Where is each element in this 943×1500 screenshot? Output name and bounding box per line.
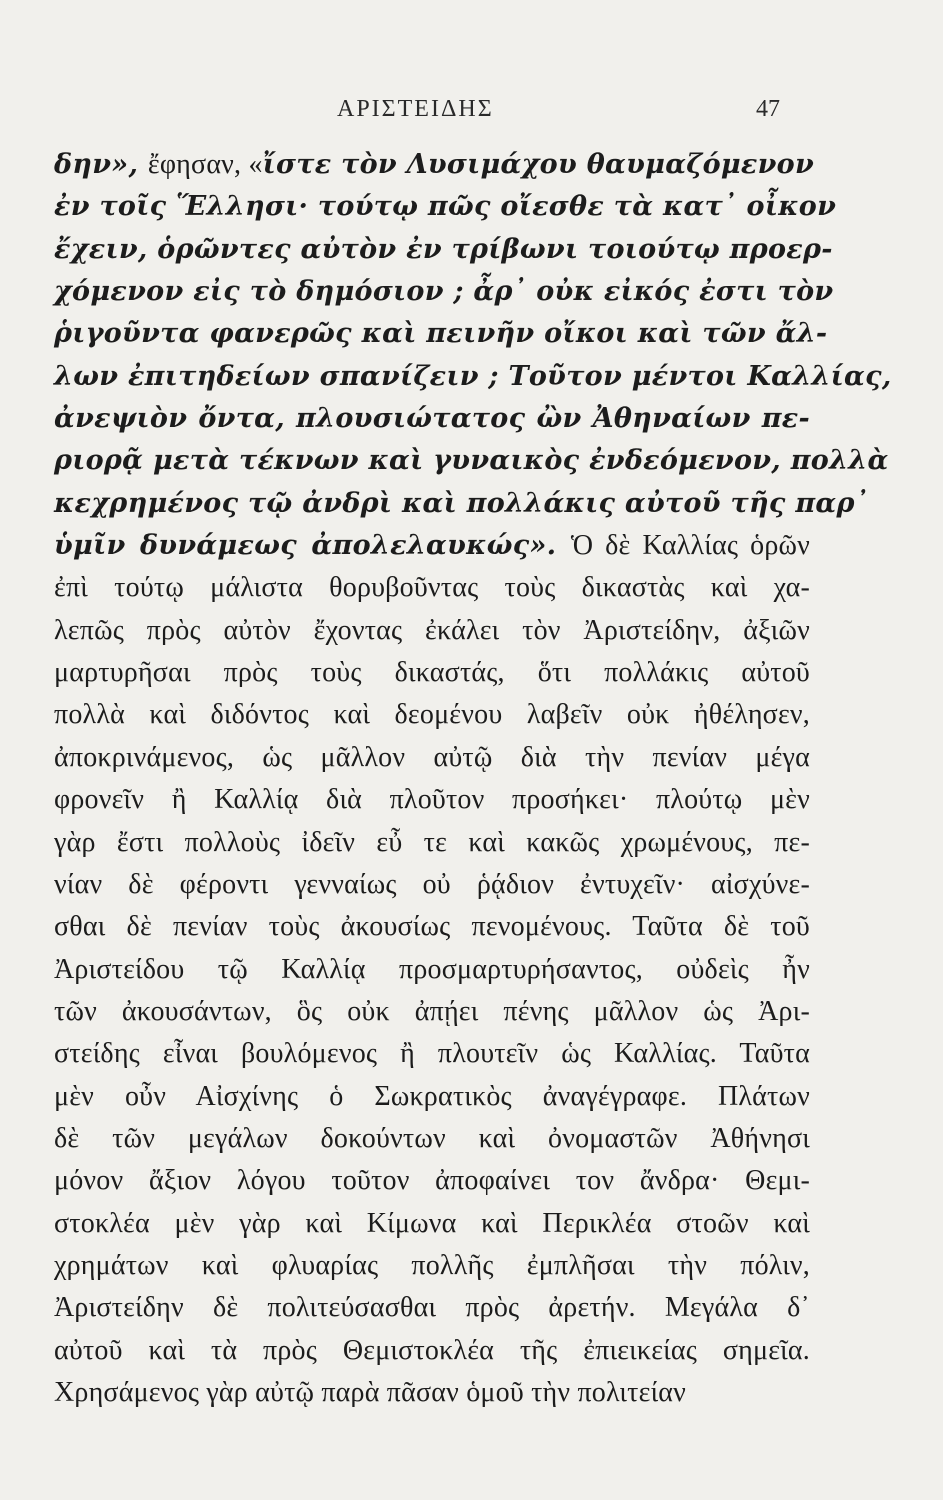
text-line (54, 483, 869, 525)
narrative-text: στείδης εἶναι βουλόμενος ἢ πλουτεῖν ὡς Καλλίας. Ταῦτα (54, 1038, 810, 1070)
text-line (54, 822, 810, 864)
quoted-speech-text: χόμενον εἰς τὸ δημόσιον ; ἆρ᾽ οὐκ εἰκός ἐστι τὸν (54, 276, 834, 308)
text-line (54, 610, 810, 652)
quoted-speech-text: δην», (54, 149, 148, 180)
text-line (54, 398, 810, 440)
quoted-speech-text: ριορᾷ μετὰ τέκνων καὶ γυναικὸς ἐνδεόμενον, πολλὰ (54, 445, 889, 477)
text-line (54, 864, 810, 906)
text-line (54, 991, 810, 1033)
narrative-text: δὲ τῶν μεγάλων δοκούντων καὶ ὀνομαστῶν Ἀθήνησι (54, 1122, 810, 1154)
text-line (54, 567, 810, 609)
text-line (54, 313, 828, 355)
quoted-speech-text: κεχρημένος τῷ ἀνδρὶ καὶ πολλάκις αὐτοῦ τῆς παρ᾽ (54, 487, 869, 519)
quoted-speech-text: ἐν τοῖς Ἕλλησι· τούτῳ πῶς οἴεσθε τὰ κατ᾽ οἶκον (54, 191, 837, 223)
narrative-text: νίαν δὲ φέροντι γενναίως οὐ ῥᾴδιον ἐντυχεῖν· αἰσχύνε- (54, 868, 810, 900)
quoted-speech-text: ἔχειν, ὁρῶντες αὐτὸν ἐν τρίβωνι τοιούτῳ προερ- (54, 233, 833, 265)
narrative-text: Ἀριστείδην δὲ πολιτεύσασθαι πρὸς ἀρετήν. Μεγάλα δ᾽ (54, 1292, 810, 1324)
text-line (54, 271, 834, 313)
text-line (54, 1245, 810, 1287)
text-line (54, 949, 810, 991)
text-line (54, 1160, 810, 1202)
narrative-text: στοκλέα μὲν γὰρ καὶ Κίμωνα καὶ Περικλέα στοῶν καὶ (54, 1207, 810, 1239)
narrative-text: ἀποκρινάμενος, ὡς μᾶλλον αὐτῷ διὰ τὴν πενίαν μέγα (54, 741, 810, 773)
quoted-speech-text: ἀνεψιὸν ὄντα, πλουσιώτατος ὢν Ἀθηναίων πε- (54, 403, 810, 435)
narrative-text: σθαι δὲ πενίαν τοὺς ἀκουσίως πενομένους. Ταῦτα δὲ τοῦ (54, 911, 810, 943)
text-line (54, 694, 810, 736)
text-line (54, 1033, 810, 1075)
quoted-speech-text: ὑμῖν δυνάμεως ἀπολελαυκώς». (54, 530, 571, 562)
body-text (54, 144, 892, 1414)
narrative-text: Ὁ δὲ Καλλίας ὁρῶν (570, 530, 811, 562)
quoted-speech-text: λων ἐπιτηδείων σπανίζειν ; Τοῦτον μέντοι Καλλίας, (54, 360, 892, 392)
narrative-text: μαρτυρῆσαι πρὸς τοὺς δικαστάς, ὅτι πολλάκις αὐτοῦ (54, 657, 810, 689)
narrative-text: χρημάτων καὶ φλυαρίας πολλῆς ἐμπλῆσαι τὴν πόλιν, (54, 1249, 810, 1281)
text-line (54, 652, 810, 694)
quoted-speech-text: ἴστε τὸν Λυσιμάχου θαυμαζόμενον (262, 149, 815, 180)
narrative-text: μόνον ἄξιον λόγου τοῦτον ἀποφαίνει τον ἄνδρα· Θεμι- (54, 1165, 810, 1197)
text-line (54, 356, 892, 398)
text-line (54, 1372, 810, 1414)
text-line (54, 186, 837, 228)
text-line (54, 779, 810, 821)
text-line (54, 144, 815, 186)
narrative-text: ἔφησαν, « (147, 149, 263, 180)
narrative-text: φρονεῖν ἢ Καλλίᾳ διὰ πλοῦτον προσήκει· πλούτῳ μὲν (54, 784, 810, 816)
page-number: 47 (756, 96, 780, 122)
text-line (54, 1330, 810, 1372)
text-line (54, 906, 810, 948)
running-head (0, 96, 943, 130)
text-line (54, 1287, 810, 1329)
text-line (54, 229, 833, 271)
text-line (54, 1118, 810, 1160)
text-line (54, 440, 889, 482)
text-line (54, 737, 810, 779)
narrative-text: λεπῶς πρὸς αὐτὸν ἔχοντας ἐκάλει τὸν Ἀριστείδην, ἀξιῶν (54, 614, 810, 646)
narrative-text: γὰρ ἔστι πολλοὺς ἰδεῖν εὖ τε καὶ κακῶς χρωμένους, πε- (54, 826, 810, 858)
narrative-text: Χρησάμενος γὰρ αὐτῷ παρὰ πᾶσαν ὁμοῦ τὴν πολιτείαν (54, 1376, 687, 1408)
quoted-speech-text: ῥιγοῦντα φανερῶς καὶ πεινῆν οἴκοι καὶ τῶν ἄλ- (54, 318, 828, 350)
narrative-text: ἐπὶ τούτῳ μάλιστα θορυβοῦντας τοὺς δικαστὰς καὶ χα- (54, 572, 810, 604)
text-line (54, 1203, 810, 1245)
narrative-text: πολλὰ καὶ διδόντος καὶ δεομένου λαβεῖν οὐκ ἠθέλησεν, (54, 699, 810, 731)
narrative-text: αὐτοῦ καὶ τὰ πρὸς Θεμιστοκλέα τῆς ἐπιεικείας σημεῖα. (54, 1334, 810, 1366)
text-line (54, 1076, 810, 1118)
running-title: ΑΡΙΣΤΕΙΔΗΣ (337, 96, 494, 122)
narrative-text: τῶν ἀκουσάντων, ὃς οὐκ ἀπῄει πένης μᾶλλον ὡς Ἀρι- (54, 995, 810, 1027)
text-line (54, 525, 810, 567)
narrative-text: μὲν οὖν Αἰσχίνης ὁ Σωκρατικὸς ἀναγέγραφε. Πλάτων (54, 1080, 810, 1112)
narrative-text: Ἀριστείδου τῷ Καλλίᾳ προσμαρτυρήσαντος, οὐδεὶς ἦν (54, 953, 810, 985)
